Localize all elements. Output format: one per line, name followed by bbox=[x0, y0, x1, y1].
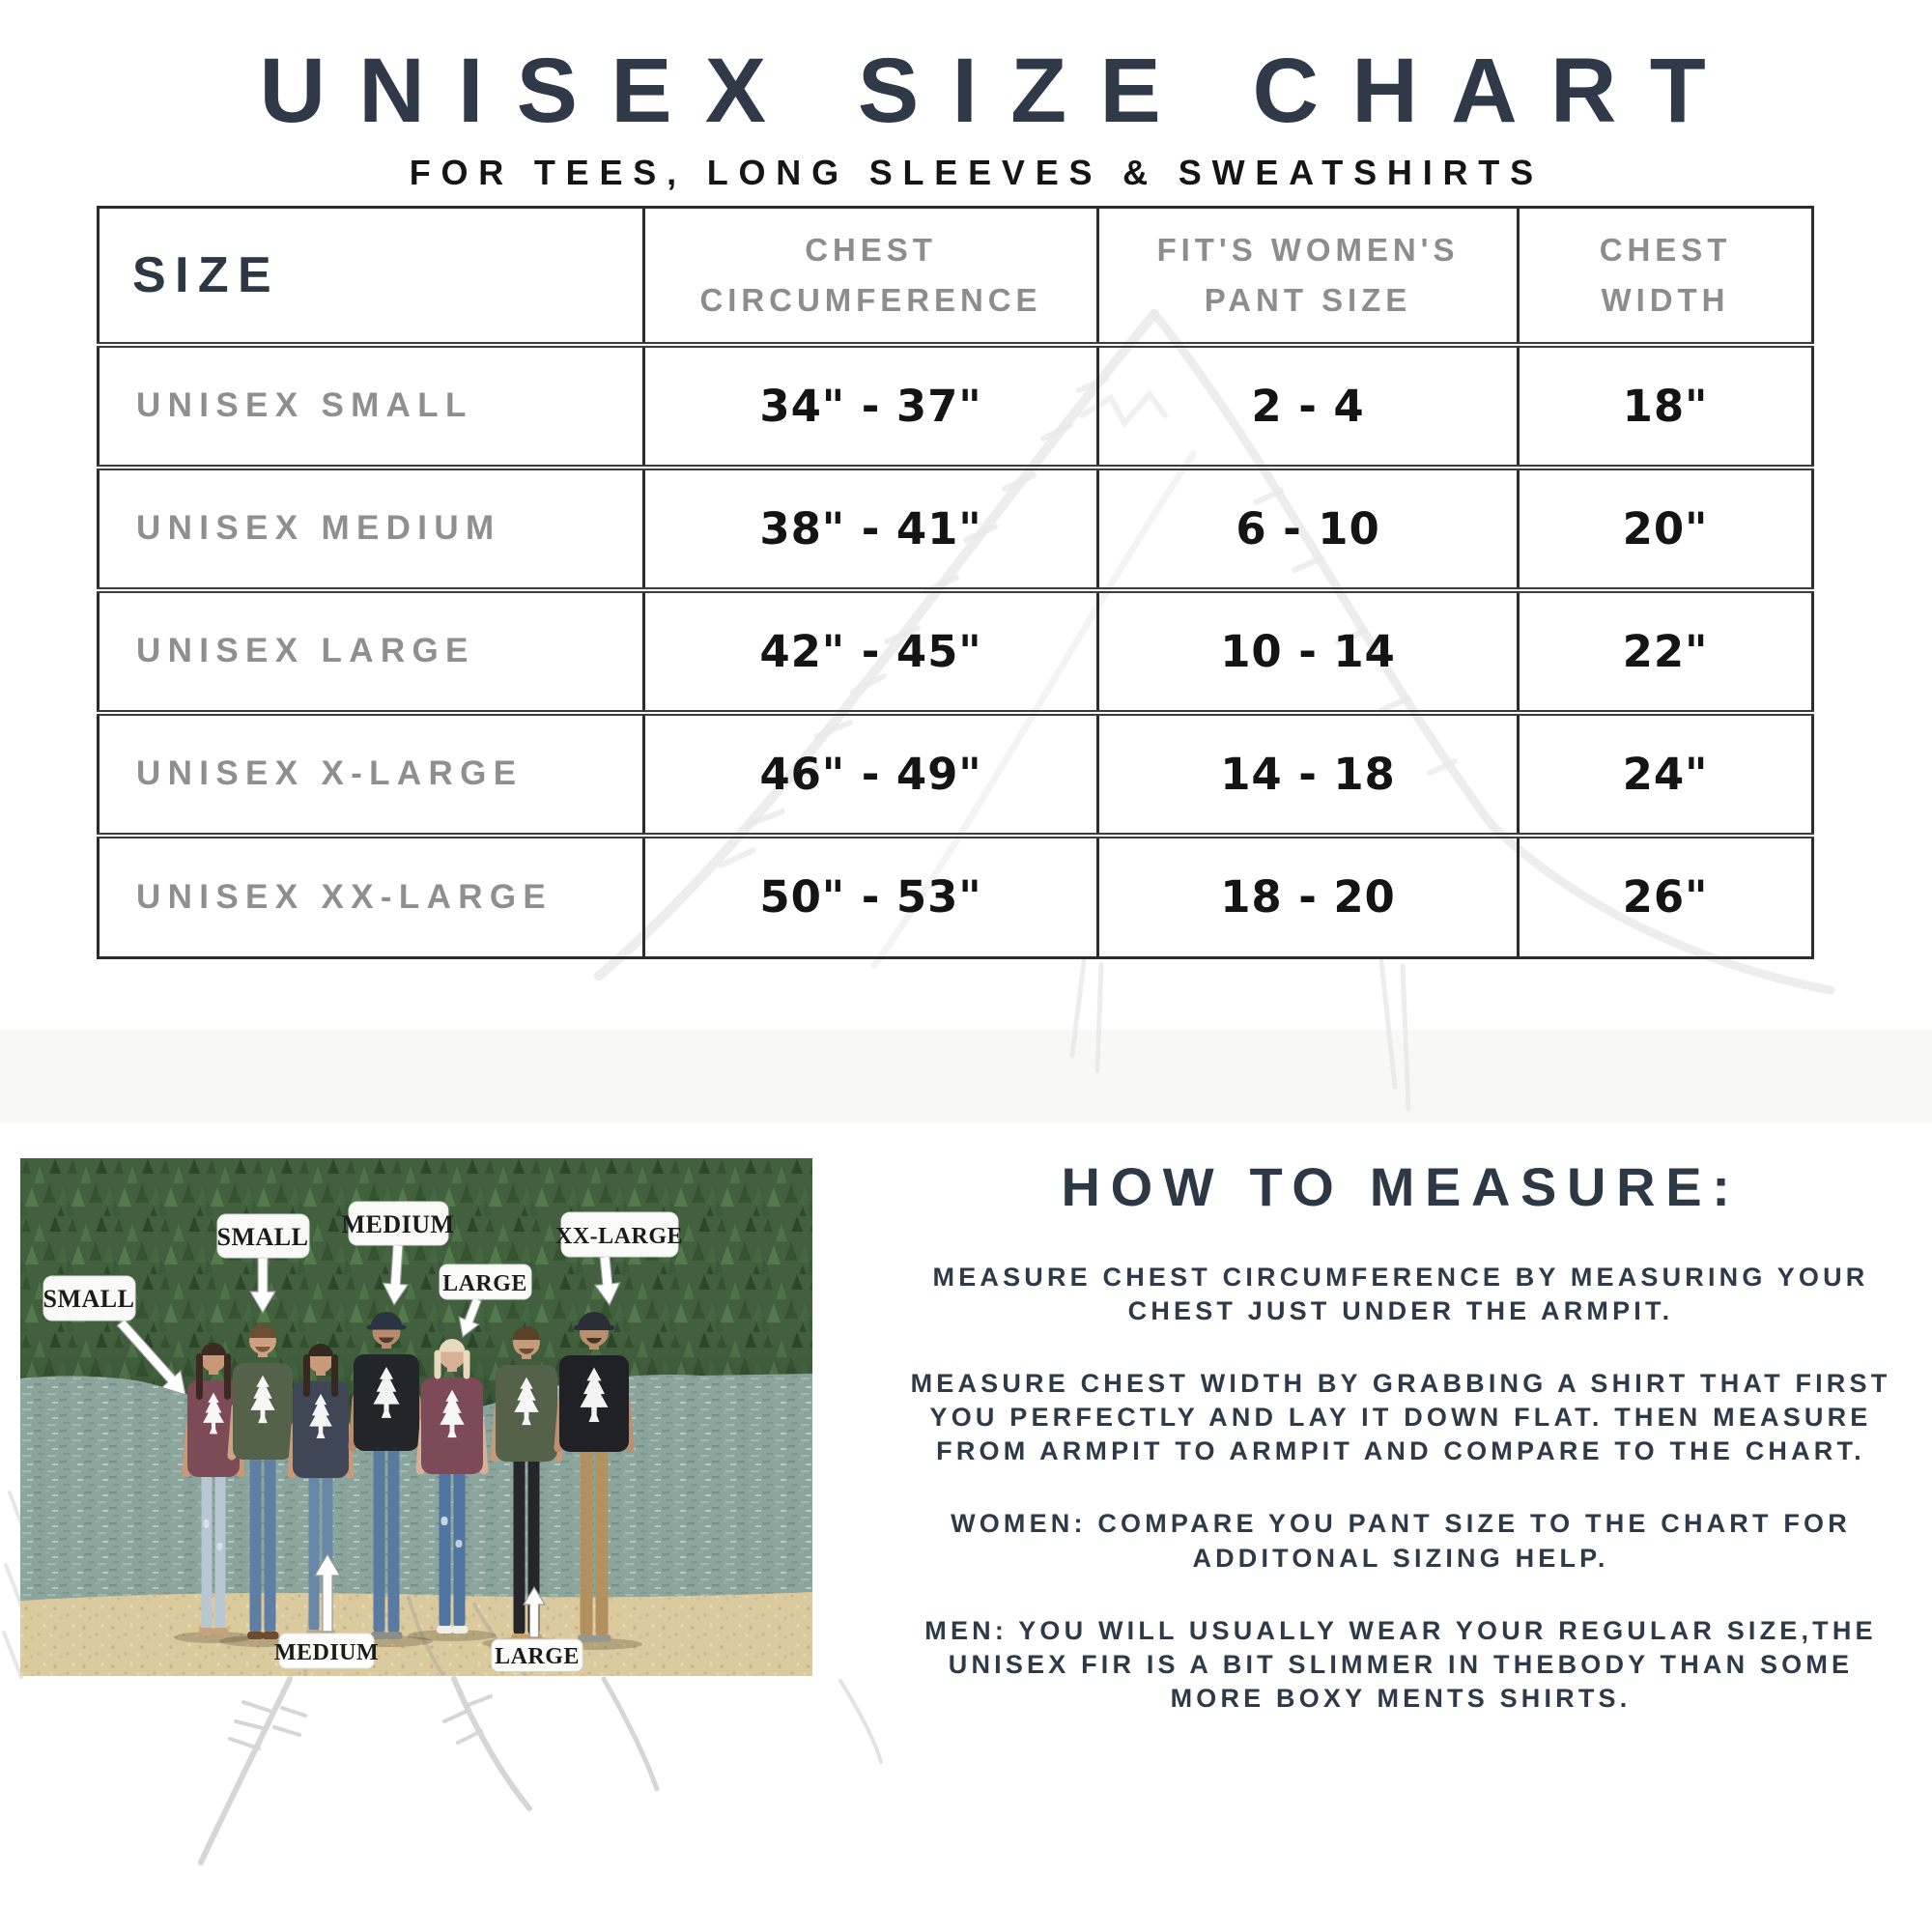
measure-width-paragraph: MEASURE CHEST WIDTH BY GRABBING A SHIRT THAT FIRST YOU PERFECTLY AND LAY IT DOWN FLAT. THEN MEASURE FROM ARMPIT TO ARMPIT AND COMPARE TO THE CHART. bbox=[910, 1369, 1891, 1466]
callout-label: SMALL bbox=[43, 1285, 135, 1313]
row-label: UNISEX SMALL bbox=[99, 345, 644, 468]
chest-circumference-value: 34" - 37" bbox=[644, 345, 1098, 468]
table-row-x-large bbox=[99, 713, 1813, 836]
size-chart-table bbox=[97, 206, 1814, 959]
chest-width-value: 22" bbox=[1519, 590, 1813, 713]
how-to-measure-section bbox=[896, 1155, 1905, 1754]
callout-label: SMALL bbox=[216, 1223, 309, 1251]
callout-xxlarge-top bbox=[555, 1212, 683, 1257]
chest-width-value: 26" bbox=[1519, 836, 1813, 958]
table-row-medium bbox=[99, 468, 1813, 590]
chest-circumference-value: 50" - 53" bbox=[644, 836, 1098, 958]
pant-size-value: 10 - 14 bbox=[1098, 590, 1519, 713]
chest-width-value: 20" bbox=[1519, 468, 1813, 590]
callout-label: LARGE bbox=[495, 1644, 580, 1669]
measure-circumference-paragraph: MEASURE CHEST CIRCUMFERENCE BY MEASURING YOUR CHEST JUST UNDER THE ARMPIT. bbox=[932, 1263, 1869, 1326]
size-chart-table-container bbox=[97, 206, 1814, 959]
callout-small-top bbox=[217, 1214, 309, 1258]
row-label: UNISEX XX-LARGE bbox=[99, 836, 644, 958]
pant-size-value: 18 - 20 bbox=[1098, 836, 1519, 958]
pant-size-value: 6 - 10 bbox=[1098, 468, 1519, 590]
table-header-row bbox=[99, 208, 1813, 345]
pant-size-value: 14 - 18 bbox=[1098, 713, 1519, 836]
pant-size-value: 2 - 4 bbox=[1098, 345, 1519, 468]
row-label: UNISEX X-LARGE bbox=[99, 713, 644, 836]
callout-label: XX-LARGE bbox=[554, 1224, 684, 1249]
callout-medium-bottom bbox=[274, 1634, 379, 1668]
callout-label: MEDIUM bbox=[273, 1640, 380, 1665]
chest-circumference-value: 42" - 45" bbox=[644, 590, 1098, 713]
men-sizing-paragraph: MEN: YOU WILL USUALLY WEAR YOUR REGULAR SIZE,THE UNISEX FIR IS A BIT SLIMMER IN THEBODY THAN SOME MORE BOXY MENTS SHIRTS. bbox=[924, 1615, 1877, 1713]
header-size: SIZE bbox=[99, 208, 644, 345]
page-title: UNISEX SIZE CHART bbox=[259, 40, 1739, 142]
callout-label: LARGE bbox=[442, 1271, 527, 1296]
row-label: UNISEX MEDIUM bbox=[99, 468, 644, 590]
table-row-small bbox=[99, 345, 1813, 468]
callout-large-bottom bbox=[492, 1639, 582, 1671]
chest-circumference-value: 46" - 49" bbox=[644, 713, 1098, 836]
background-band bbox=[0, 1030, 1932, 1122]
chest-width-value: 18" bbox=[1519, 345, 1813, 468]
how-to-measure-heading: HOW TO MEASURE: bbox=[1061, 1156, 1741, 1217]
page-subtitle: FOR TEES, LONG SLEEVES & SWEATSHIRTS bbox=[409, 153, 1544, 192]
callout-label: MEDIUM bbox=[341, 1210, 455, 1238]
callout-small-left bbox=[43, 1276, 135, 1321]
callout-large-top bbox=[440, 1264, 531, 1299]
chest-circumference-value: 38" - 41" bbox=[644, 468, 1098, 590]
group-photo bbox=[20, 1158, 812, 1676]
chest-width-value: 24" bbox=[1519, 713, 1813, 836]
callout-medium-top bbox=[341, 1202, 454, 1245]
row-label: UNISEX LARGE bbox=[99, 590, 644, 713]
table-row-large bbox=[99, 590, 1813, 713]
header-chest-width: CHEST WIDTH bbox=[1519, 208, 1813, 345]
women-sizing-paragraph: WOMEN: COMPARE YOU PANT SIZE TO THE CHART FOR ADDITONAL SIZING HELP. bbox=[951, 1509, 1851, 1573]
header-chest-circumference: CHEST CIRCUMFERENCE bbox=[644, 208, 1098, 345]
table-row-xx-large bbox=[99, 836, 1813, 958]
header-womens-pant-size: FIT'S WOMEN'S PANT SIZE bbox=[1098, 208, 1519, 345]
